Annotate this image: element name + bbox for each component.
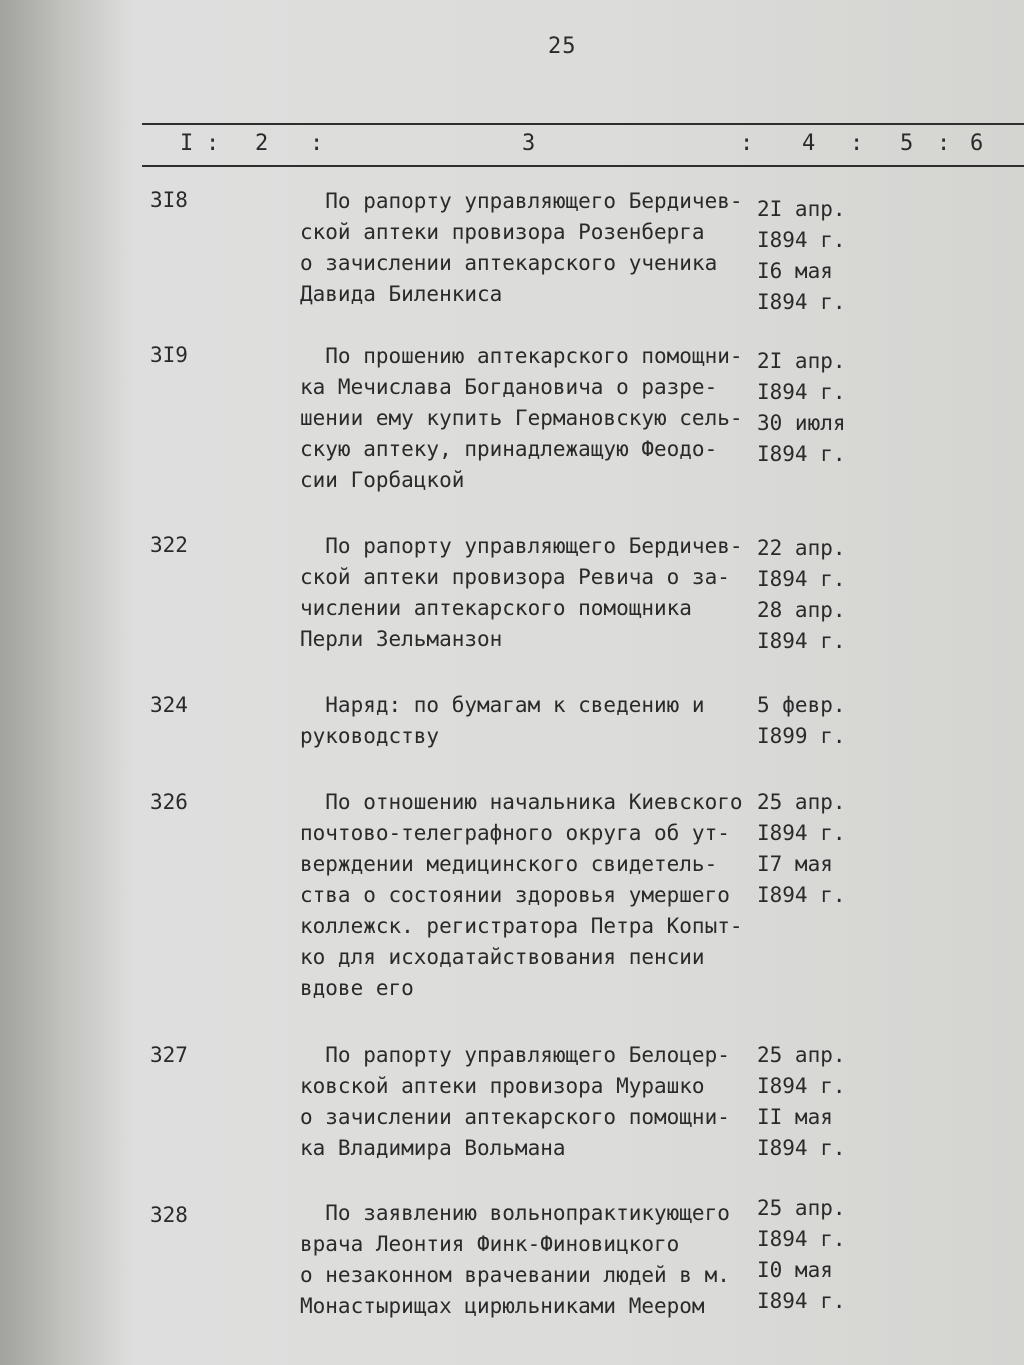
- entry-line: ской аптеки провизора Розенберга: [300, 220, 705, 244]
- date-end: 30 июля: [757, 411, 846, 435]
- entry-line: По заявлению вольнопрактикующего: [300, 1201, 730, 1225]
- column-separator: :: [206, 131, 220, 156]
- entry-line: ства о состоянии здоровья умершего: [300, 883, 730, 907]
- entry-dates: [757, 194, 867, 318]
- date-end: I0 мая: [757, 1258, 833, 1282]
- entry-number: 322: [150, 533, 188, 557]
- entry-line: верждении медицинского свидетель-: [300, 852, 718, 876]
- year-end: I894 г.: [757, 629, 846, 653]
- year-end: I894 г.: [757, 1136, 846, 1160]
- entry-number: 327: [150, 1043, 188, 1067]
- entry-line: Наряд: по бумагам к сведению и: [300, 693, 705, 717]
- column-header-6: 6: [970, 131, 984, 156]
- entry-line: вдове его: [300, 976, 414, 1000]
- entry-line: почтово-телеграфного округа об ут-: [300, 821, 730, 845]
- date-start: 2I апр.: [757, 349, 846, 373]
- entry-line: ка Мечислава Богдановича о разре-: [300, 375, 718, 399]
- entry-line: ка Владимира Вольмана: [300, 1136, 566, 1160]
- year-start: I899 г.: [757, 724, 846, 748]
- entry-description: [300, 787, 750, 1004]
- entry-description: [300, 341, 750, 496]
- date-start: 22 апр.: [757, 536, 846, 560]
- entry-line: По рапорту управляющего Белоцер-: [300, 1043, 730, 1067]
- entry-line: По отношению начальника Киевского: [300, 790, 743, 814]
- date-start: 25 апр.: [757, 1043, 846, 1067]
- entry-line: ковской аптеки провизора Мурашко: [300, 1074, 705, 1098]
- date-start: 5 февр.: [757, 693, 846, 717]
- column-header-3: 3: [522, 131, 536, 156]
- date-end: II мая: [757, 1105, 833, 1129]
- year-start: I894 г.: [757, 567, 846, 591]
- year-end: I894 г.: [757, 442, 846, 466]
- entry-description: [300, 531, 750, 655]
- header-top-rule: [142, 123, 1024, 125]
- year-start: I894 г.: [757, 1227, 846, 1251]
- entry-description: [300, 690, 750, 752]
- entry-number: 3I8: [150, 188, 188, 212]
- year-start: I894 г.: [757, 228, 846, 252]
- year-end: I894 г.: [757, 1289, 846, 1313]
- entry-description: [300, 186, 750, 310]
- entry-dates: [757, 787, 867, 911]
- column-header-2: 2: [255, 131, 269, 156]
- date-start: 2I апр.: [757, 197, 846, 221]
- entry-line: о зачислении аптекарского помощни-: [300, 1105, 730, 1129]
- entry-line: Монастырищах цирюльниками Меером: [300, 1294, 705, 1318]
- entry-dates: [757, 690, 867, 752]
- year-start: I894 г.: [757, 380, 846, 404]
- entry-dates: [757, 1193, 867, 1317]
- entry-line: ской аптеки провизора Ревича о за-: [300, 565, 730, 589]
- entry-description: [300, 1198, 750, 1322]
- header-bottom-rule: [142, 165, 1024, 167]
- entry-line: По рапорту управляющего Бердичев-: [300, 189, 743, 213]
- year-start: I894 г.: [757, 821, 846, 845]
- entry-line: коллежск. регистратора Петра Копыт-: [300, 914, 743, 938]
- entry-line: о незаконном врачевании людей в м.: [300, 1263, 730, 1287]
- entry-description: [300, 1040, 750, 1164]
- entry-line: врача Леонтия Финк-Финовицкого: [300, 1232, 680, 1256]
- column-header-4: 4: [802, 131, 816, 156]
- entry-number: 326: [150, 790, 188, 814]
- entry-line: руководству: [300, 724, 440, 748]
- entry-line: Давида Биленкиса: [300, 282, 503, 306]
- entry-line: Перли Зельманзон: [300, 627, 503, 651]
- entry-line: числении аптекарского помощника: [300, 596, 692, 620]
- entry-dates: [757, 1040, 867, 1164]
- date-start: 25 апр.: [757, 1196, 846, 1220]
- entry-line: ко для исходатайствования пенсии: [300, 945, 705, 969]
- date-start: 25 апр.: [757, 790, 846, 814]
- date-end: 28 апр.: [757, 598, 846, 622]
- date-end: I7 мая: [757, 852, 833, 876]
- entry-line: По прошению аптекарского помощни-: [300, 344, 743, 368]
- entry-dates: [757, 533, 867, 657]
- column-separator: :: [740, 131, 754, 156]
- column-header-5: 5: [900, 131, 914, 156]
- column-separator: :: [937, 131, 951, 156]
- column-header-1: I: [180, 131, 194, 156]
- entry-line: о зачислении аптекарского ученика: [300, 251, 718, 275]
- entry-line: По рапорту управляющего Бердичев-: [300, 534, 743, 558]
- column-separator: :: [850, 131, 864, 156]
- column-separator: :: [310, 131, 324, 156]
- entry-line: скую аптеку, принадлежащую Феодо-: [300, 437, 718, 461]
- entry-number: 324: [150, 693, 188, 717]
- date-end: I6 мая: [757, 259, 833, 283]
- entry-line: шении ему купить Германовскую сель-: [300, 406, 743, 430]
- year-start: I894 г.: [757, 1074, 846, 1098]
- entry-dates: [757, 346, 867, 470]
- page-spine-shadow: [0, 0, 130, 1365]
- entry-number: 3I9: [150, 343, 188, 367]
- year-end: I894 г.: [757, 883, 846, 907]
- entry-number: 328: [150, 1203, 188, 1227]
- page-number: 25: [548, 34, 577, 59]
- year-end: I894 г.: [757, 290, 846, 314]
- entry-line: сии Горбацкой: [300, 468, 465, 492]
